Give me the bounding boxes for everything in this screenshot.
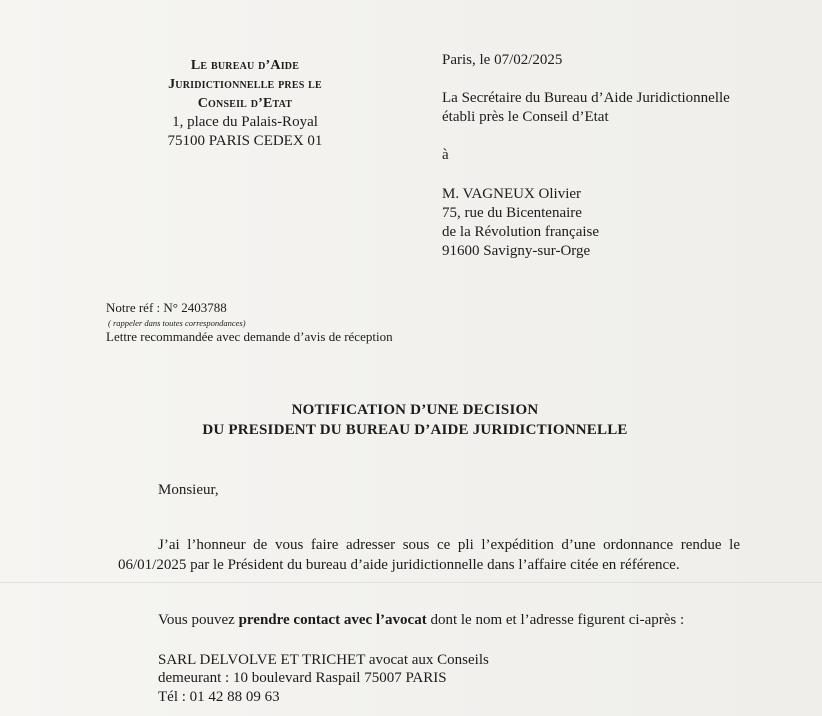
recipient-line-2: de la Révolution française (442, 224, 600, 240)
secretary-line-1: La Secrétaire du Bureau d’Aide Juridictionnelle (442, 90, 730, 106)
sender-line-1: Le bureau d’Aide (190, 58, 300, 73)
lawyer-name: SARL DELVOLVE ET TRICHET avocat aux Conseils (158, 652, 489, 668)
sender-line-2: Juridictionnelle pres le (168, 77, 322, 92)
paragraph-2 (118, 611, 740, 631)
date-line: Paris, le 07/02/2025 (442, 52, 563, 68)
paper-fold (0, 582, 822, 583)
sender-block (110, 56, 380, 151)
title-line-1: NOTIFICATION D’UNE DECISION (291, 402, 539, 418)
paragraph-1: J’ai l’honneur de vous faire adresser sous ce pli l’expédition d’une ordonnance rendue le 06/01/2025 par le Président du bureau d’aide juridictionnelle dans l’affaire citée en référence. (118, 537, 740, 573)
registered-mail-note: Lettre recommandée avec demande d’avis de réception (106, 329, 393, 344)
secretary-line-2: établi près le Conseil d’Etat (442, 109, 609, 125)
lawyer-phone: Tél : 01 42 88 09 63 (158, 689, 280, 705)
to-word: à (442, 147, 449, 163)
paragraph-2-end: dont le nom et l’adresse figurent ci-après : (426, 612, 685, 628)
reference-note: ( rappeler dans toutes correspondances) (108, 318, 246, 328)
lawyer-address: demeurant : 10 boulevard Raspail 75007 PARIS (158, 670, 447, 686)
sender-address: 1, place du Palais-Royal (172, 114, 318, 130)
sender-line-3: Conseil d’Etat (197, 96, 293, 111)
secretary-block (442, 89, 730, 127)
recipient-block (442, 185, 599, 261)
recipient-line-1: 75, rue du Bicentenaire (442, 205, 582, 221)
paragraph-2-bold: prendre contact avec l’avocat (238, 612, 427, 628)
salutation: Monsieur, (158, 482, 219, 498)
title-line-2: DU PRESIDENT DU BUREAU D’AIDE JURIDICTIONNELLE (202, 422, 628, 438)
recipient-line-3: 91600 Savigny-sur-Orge (442, 243, 591, 259)
paragraph-2-start: Vous pouvez (158, 612, 239, 628)
sender-city: 75100 PARIS CEDEX 01 (167, 133, 323, 149)
recipient-name: M. VAGNEUX Olivier (442, 186, 582, 202)
reference-number: Notre réf : N° 2403788 (106, 300, 227, 315)
